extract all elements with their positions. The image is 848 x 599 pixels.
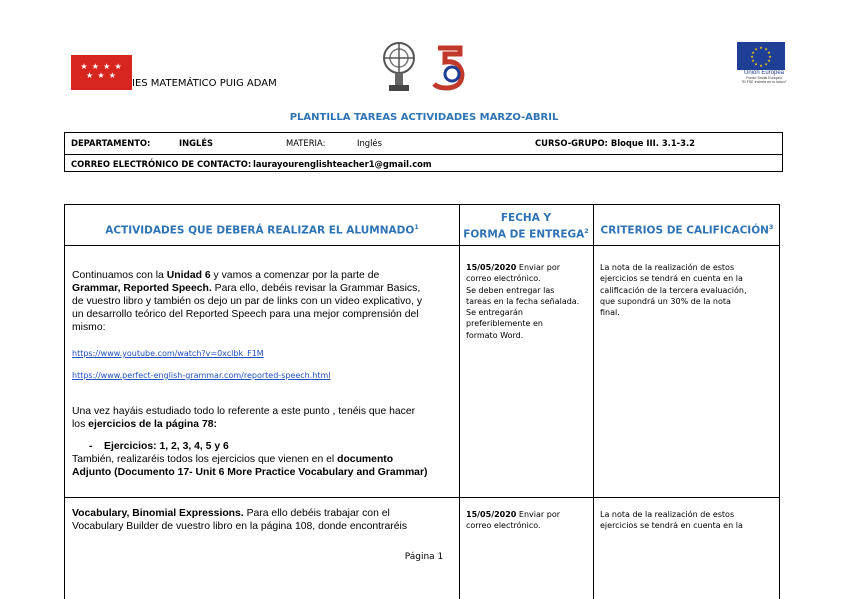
row2-activity bbox=[72, 507, 457, 533]
svg-text:★: ★ bbox=[767, 58, 771, 63]
school-crest-logo bbox=[376, 38, 422, 96]
row1-delivery-line: tareas en la fecha señalada. bbox=[466, 296, 580, 306]
madrid-flag-logo: ★ ★ ★ ★ ★ ★ ★ bbox=[71, 55, 132, 90]
row2-vocab-title: Vocabulary, Binomial Expressions. bbox=[72, 508, 244, 519]
row1-unit: Unidad 6 bbox=[166, 270, 211, 281]
subject-label: MATERIA: bbox=[286, 138, 326, 148]
row1-page78: ejercicios de la página 78: bbox=[88, 419, 217, 430]
row2-text-2: Vocabulary Builder de vuestro libro en la página 108, donde encontraréis bbox=[72, 521, 408, 532]
school-name: IES MATEMÁTICO PUIG ADAM bbox=[132, 78, 277, 89]
svg-text:★: ★ bbox=[750, 54, 754, 59]
header-criteria bbox=[593, 221, 781, 238]
row2-text-1: Para ello debéis trabajar con el bbox=[243, 508, 390, 519]
row1-intro bbox=[72, 269, 457, 334]
row1-delivery-line: Se deben entregar las bbox=[466, 285, 555, 295]
activities-table bbox=[64, 204, 780, 599]
row1-delivery bbox=[466, 262, 591, 341]
info-box bbox=[64, 132, 783, 172]
grammar-link[interactable]: https://www.perfect-english-grammar.com/reported-speech.html bbox=[72, 371, 331, 380]
dept-label: DEPARTAMENTO: bbox=[71, 138, 151, 148]
row1-intro-1: Continuamos con la bbox=[72, 270, 167, 281]
header-criteria-sup: 3 bbox=[768, 223, 774, 231]
row2-criteria-line: La nota de la realización de estos bbox=[600, 510, 735, 519]
row2-criteria bbox=[600, 509, 778, 532]
row1-delivery-line: correo electrónico. bbox=[466, 274, 541, 284]
eu-flag-logo bbox=[737, 42, 785, 70]
row1-delivery-line: preferiblemente en bbox=[466, 319, 543, 329]
header-criteria-text: CRITERIOS DE CALIFICACIÓN bbox=[600, 224, 769, 237]
row1-intro-5: un desarrollo teórico del Reported Speech para una mejor comprensión del bbox=[72, 309, 419, 320]
row1-date: 15/05/2020 bbox=[466, 263, 517, 272]
row1-grammar: Grammar, Reported Speech. bbox=[72, 283, 212, 294]
row1-date-rest: Enviar por bbox=[516, 263, 560, 272]
row1-criteria bbox=[600, 262, 778, 318]
svg-text:★: ★ bbox=[754, 46, 758, 52]
row2-criteria-line: ejercicios se tendrá en cuenta en la bbox=[600, 521, 743, 531]
course-group: CURSO-GRUPO: Bloque III. 3.1-3.2 bbox=[535, 138, 695, 148]
svg-text:★: ★ bbox=[759, 45, 763, 50]
youtube-link[interactable]: https://www.youtube.com/watch?v=0xclbk_F1M bbox=[72, 349, 264, 358]
page-title: PLANTILLA TAREAS ACTIVIDADES MARZO-ABRIL bbox=[289, 112, 559, 123]
svg-text:★: ★ bbox=[764, 61, 768, 67]
eu-fund-line2: "El FSE invierte en tu futuro" bbox=[741, 80, 787, 84]
row2-date: 15/05/2020 bbox=[466, 510, 517, 519]
fifty-years-logo bbox=[430, 44, 470, 92]
header-date-line1: FECHA Y bbox=[500, 212, 552, 224]
row1-intro-6: mismo: bbox=[72, 322, 106, 333]
row1-criteria-line: que supondrá un 30% de la nota bbox=[600, 296, 731, 306]
header-activities bbox=[65, 221, 459, 238]
svg-text:★: ★ bbox=[764, 46, 768, 52]
header-activities-sup: 1 bbox=[414, 223, 419, 231]
header-date-sup: 2 bbox=[584, 227, 589, 235]
svg-text:★: ★ bbox=[754, 61, 758, 67]
row2-date-rest: Enviar por bbox=[516, 510, 560, 519]
bullet-text: Ejercicios: 1, 2, 3, 4, 5 y 6 bbox=[104, 441, 229, 452]
row1-attached-doc: Adjunto (Documento 17- Unit 6 More Practice Vocabulary and Grammar) bbox=[72, 467, 428, 478]
row1-also bbox=[72, 453, 457, 479]
row1-criteria-line: La nota de la realización de estos bbox=[600, 263, 735, 272]
svg-text:★: ★ bbox=[751, 50, 755, 55]
row1-delivery-line: Se entregarán bbox=[466, 308, 523, 318]
row1-delivery-line: formato Word. bbox=[466, 330, 524, 340]
subject-value: Inglés bbox=[357, 138, 382, 148]
header-activities-text: ACTIVIDADES QUE DEBERÁ REALIZAR EL ALUMNADO bbox=[105, 224, 415, 237]
header-date-line2: FORMA DE ENTREGA bbox=[463, 228, 585, 241]
row1-intro-4: de vuestro libro y también os dejo un par de links con un video explicativo, y bbox=[72, 296, 423, 307]
row1-also-1: También, realizaréis todos los ejercicios que vienen en el bbox=[72, 454, 338, 465]
header-date bbox=[459, 212, 593, 242]
eu-caption bbox=[734, 70, 794, 84]
exercise-bullet bbox=[89, 440, 449, 453]
page-number: Página 1 bbox=[404, 552, 444, 562]
contact-label: CORREO ELECTRÓNICO DE CONTACTO: bbox=[71, 159, 252, 169]
row1-criteria-line: final. bbox=[600, 308, 620, 318]
dept-value: INGLÉS bbox=[179, 138, 214, 148]
row1-intro-2: y vamos a comenzar por la parte de bbox=[210, 270, 380, 281]
row1-exercises bbox=[72, 405, 457, 431]
contact-email: laurayourenglishteacher1@gmail.com bbox=[253, 159, 432, 169]
svg-text:★: ★ bbox=[751, 58, 755, 63]
row1-document: documento bbox=[337, 454, 394, 465]
row2-delivery-line: correo electrónico. bbox=[466, 521, 541, 531]
eu-label: Unión Europea bbox=[743, 70, 785, 76]
eu-fund-line1: Fondo Social Europeo bbox=[746, 76, 782, 80]
row1-criteria-line: calificación de la tercera evaluación, bbox=[600, 285, 747, 295]
bullet-dash: - bbox=[89, 441, 93, 452]
row2-delivery bbox=[466, 509, 591, 532]
row1-after-1: Una vez hayáis estudiado todo lo referente a este punto , tenéis que hacer bbox=[72, 406, 416, 417]
svg-text:★: ★ bbox=[767, 50, 771, 55]
svg-text:★: ★ bbox=[768, 54, 772, 59]
row1-criteria-line: ejercicios se tendrá en cuenta en la bbox=[600, 274, 743, 284]
row1-intro-3: Para ello, debéis revisar la Grammar Basics, bbox=[211, 283, 421, 294]
row1-after-2a: los bbox=[72, 419, 89, 430]
svg-text:★: ★ bbox=[759, 63, 763, 68]
